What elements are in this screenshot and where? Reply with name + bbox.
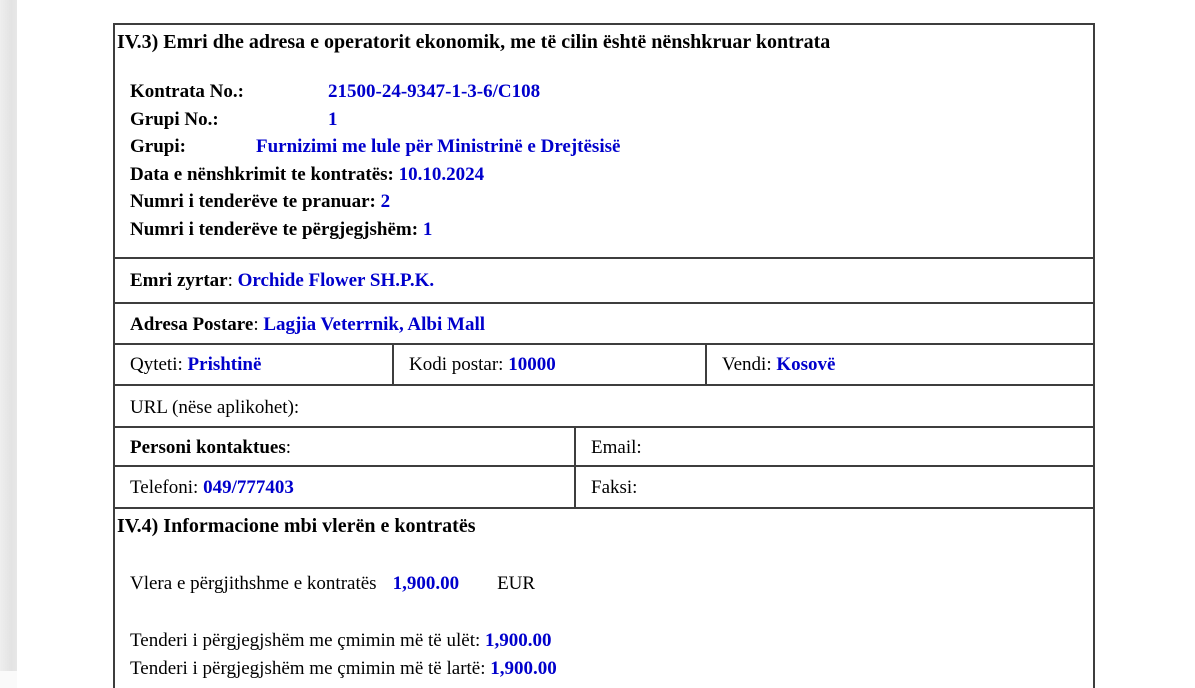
tender-price-lines (130, 627, 1085, 682)
phone-row (115, 467, 1093, 509)
email-cell (576, 428, 1093, 465)
field-contract-no (130, 78, 1085, 106)
field-group-value: Furnizimi me lule për Ministrinë e Drejtësisë (256, 136, 621, 157)
city-row (115, 345, 1093, 386)
highest-tender-line (130, 655, 1085, 683)
postal-code-value: 10000 (508, 354, 556, 375)
contract-notice-document (113, 23, 1095, 688)
lowest-tender-label: Tenderi i përgjegjshëm me çmimin më të ulët: (130, 630, 485, 651)
section-iv3-fields (130, 78, 1085, 243)
postal-address-separator: : (253, 314, 264, 335)
url-label: URL (nëse aplikohet): (130, 397, 300, 418)
field-tenders-received-value: 2 (380, 191, 391, 212)
field-contract-no-label: Kontrata No.: (130, 81, 244, 102)
total-value-label: Vlera e përgjithshme e kontratës (130, 573, 377, 594)
field-signing-date-value: 10.10.2024 (398, 163, 485, 185)
field-group (130, 133, 1085, 161)
postal-address-value: Lagjia Veterrnik, Albi Mall (263, 314, 486, 335)
field-signing-date (130, 161, 1085, 189)
field-tenders-responsive-value: 1 (422, 218, 433, 240)
phone-label: Telefoni: (130, 477, 204, 498)
lowest-tender-line (130, 627, 1085, 655)
country-label: Vendi: (722, 354, 777, 375)
section-iv4-body (130, 570, 1085, 682)
field-group-no-value: 1 (328, 108, 338, 130)
postal-address-row (115, 304, 1093, 345)
field-group-no (130, 106, 1085, 134)
currency-label: EUR (497, 573, 536, 594)
field-tenders-responsive (130, 216, 1085, 244)
country-value: Kosovë (776, 354, 836, 375)
url-row (115, 386, 1093, 428)
section-iv4 (115, 509, 1093, 688)
official-name-value: Orchide Flower SH.P.K. (237, 270, 435, 291)
contact-person-separator: : (285, 437, 291, 458)
official-name-separator: : (227, 270, 238, 291)
section-iv4-title: IV.4) Informacione mbi vlerën e kontratës (117, 515, 476, 537)
city-cell (115, 345, 394, 384)
city-value: Prishtinë (187, 354, 262, 375)
contact-person-cell (115, 428, 576, 465)
fax-cell (576, 467, 1093, 507)
city-label: Qyteti: (130, 354, 188, 375)
fax-label: Faksi: (591, 477, 638, 498)
total-value-line (130, 570, 1085, 597)
section-iv3-title: IV.3) Emri dhe adresa e operatorit ekonomik, me të cilin është nënshkruar kontrata (117, 31, 831, 53)
contact-person-row (115, 428, 1093, 467)
field-group-no-label: Grupi No.: (130, 108, 219, 130)
official-name-label: Emri zyrtar (130, 270, 228, 291)
phone-value: 049/777403 (203, 477, 294, 498)
email-label: Email: (591, 437, 642, 458)
lowest-tender-value: 1,900.00 (485, 630, 552, 651)
highest-tender-label: Tenderi i përgjegjshëm me çmimin më të lartë: (130, 657, 491, 679)
field-group-label: Grupi: (130, 136, 186, 157)
section-iv3 (115, 25, 1093, 259)
postal-address-label: Adresa Postare (130, 314, 254, 335)
field-tenders-responsive-label: Numri i tenderëve te përgjegjshëm: (130, 218, 419, 240)
field-tenders-received (130, 188, 1085, 216)
phone-cell (115, 467, 576, 507)
country-cell (707, 345, 1093, 384)
scrollbar-thumb[interactable] (0, 0, 17, 671)
postal-code-cell (394, 345, 707, 384)
official-name-row (115, 259, 1093, 304)
field-contract-no-value: 21500-24-9347-1-3-6/C108 (328, 81, 541, 102)
contact-person-label: Personi kontaktues (130, 437, 286, 458)
postal-code-label: Kodi postar: (409, 354, 509, 375)
field-signing-date-label: Data e nënshkrimit te kontratës: (130, 163, 394, 185)
left-scrollbar[interactable] (0, 0, 17, 688)
total-value: 1,900.00 (392, 573, 460, 594)
field-tenders-received-label: Numri i tenderëve te pranuar: (130, 191, 376, 212)
highest-tender-value: 1,900.00 (490, 657, 557, 679)
